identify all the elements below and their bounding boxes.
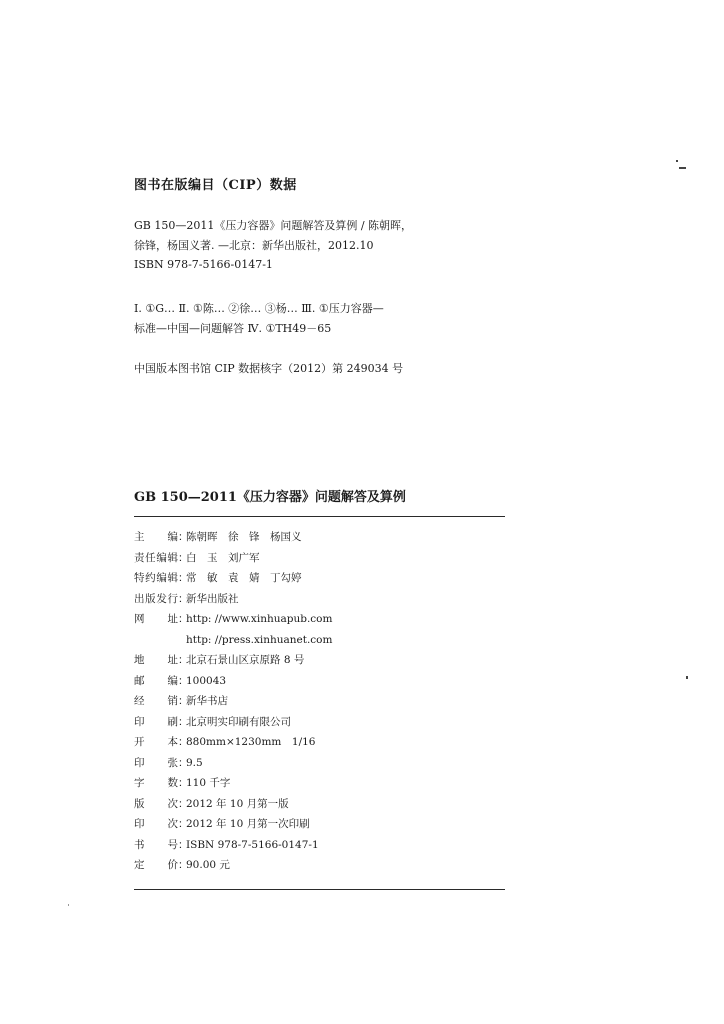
- top-divider: [134, 516, 505, 517]
- colophon-label: 经 销: [134, 695, 178, 707]
- colophon-value: 90.00 元: [186, 859, 230, 871]
- colophon-value: 北京石景山区京原路 8 号: [186, 654, 305, 666]
- cip-line-record-number: 中国版本图书馆 CIP 数据核字（2012）第 249034 号: [134, 362, 404, 375]
- cip-heading: 图书在版编目（CIP）数据: [134, 178, 297, 193]
- colophon-label: 特 约 编 辑: [134, 572, 178, 584]
- colophon-row: [134, 630, 505, 651]
- colophon-value: 880mm×1230mm 1/16: [186, 736, 316, 748]
- colophon-row: 版 次 ： 2012 年 10 月第一版: [134, 794, 505, 815]
- colophon-label: 印 次: [134, 818, 178, 830]
- colophon-label: 印 刷: [134, 715, 178, 728]
- colophon-row: 定 价 ： 90.00 元: [134, 855, 505, 876]
- colophon-value: 北京明实印刷有限公司: [186, 715, 291, 728]
- colophon-row: 开 本 ： 880mm×1230mm 1/16: [134, 732, 505, 753]
- colophon-row: 责 任 编 辑 ： 白 玉 刘广军: [134, 548, 505, 569]
- cip-line-title: GB 150—2011《压力容器》问题解答及算例 / 陈朝晖，: [134, 219, 413, 232]
- cip-line-publisher: 徐锋，杨国义著. —北京：新华出版社，2012.10: [134, 239, 374, 252]
- colophon-row: 经 销 ： 新华书店: [134, 691, 505, 712]
- colophon-row: 地 址 ： 北京石景山区京原路 8 号: [134, 650, 505, 671]
- colophon-label: 定 价: [134, 859, 178, 871]
- colophon-value: ISBN 978-7-5166-0147-1: [186, 838, 319, 851]
- book-title: GB 150—2011《压力容器》问题解答及算例: [134, 490, 406, 505]
- colophon-row: 特 约 编 辑 ： 常 敏 袁 婧 丁勾婷: [134, 568, 505, 589]
- colophon-value: 陈朝晖 徐 锋 杨国义: [186, 531, 302, 543]
- colophon-label: 主 编: [134, 531, 178, 543]
- cip-line-isbn: ISBN 978-7-5166-0147-1: [134, 258, 273, 271]
- colophon-row: 书 号 ： ISBN 978-7-5166-0147-1: [134, 835, 505, 856]
- colophon-value: 100043: [186, 674, 227, 687]
- colophon-row: 字 数 ： 110 千字: [134, 773, 505, 794]
- colophon-value: 2012 年 10 月第一次印刷: [186, 818, 310, 830]
- colophon-row: 印 张 ： 9.5: [134, 753, 505, 774]
- colophon-value: 新华出版社: [186, 592, 239, 605]
- colophon-row: 网 址 ： http: //www.xinhuapub.com: [134, 609, 505, 630]
- scan-speck: [68, 904, 69, 906]
- colophon-label: 字 数: [134, 777, 178, 789]
- colophon-row: 印 刷 ： 北京明实印刷有限公司: [134, 712, 505, 733]
- colophon-value: 110 千字: [186, 777, 231, 789]
- colophon-label: 印 张: [134, 756, 178, 769]
- colophon-value: 新华书店: [186, 695, 228, 707]
- colophon-value: 常 敏 袁 婧 丁勾婷: [186, 572, 302, 584]
- colophon-row: 出 版 发 行 ： 新华出版社: [134, 589, 505, 610]
- colophon-table: [134, 527, 505, 876]
- cip-line-classification-2: 标准—中国—问题解答 Ⅳ. ①TH49－65: [134, 322, 332, 335]
- colophon-label: 邮 编: [134, 674, 178, 687]
- scan-speck: [686, 676, 688, 679]
- colophon-label: 责 任 编 辑: [134, 551, 178, 564]
- colophon-label: 出 版 发 行: [134, 592, 178, 605]
- colophon-value: 白 玉 刘广军: [186, 551, 260, 564]
- colophon-label: 开 本: [134, 736, 178, 748]
- colophon-value: http: //press.xinhuanet.com: [186, 633, 333, 646]
- bottom-divider: [134, 889, 505, 890]
- colophon-label: 书 号: [134, 838, 178, 851]
- colophon-row: 印 次 ： 2012 年 10 月第一次印刷: [134, 814, 505, 835]
- colophon-label: 版 次: [134, 797, 178, 810]
- colophon-row: 邮 编 ： 100043: [134, 671, 505, 692]
- scan-speck: [676, 160, 678, 162]
- colophon-label: 网 址: [134, 613, 178, 625]
- scan-speck: [679, 167, 686, 169]
- colophon-value: http: //www.xinhuapub.com: [186, 613, 333, 625]
- colophon-value: 2012 年 10 月第一版: [186, 797, 289, 810]
- colophon-row: 主 编 ： 陈朝晖 徐 锋 杨国义: [134, 527, 505, 548]
- colophon-label: 地 址: [134, 654, 178, 666]
- colophon-value: 9.5: [186, 756, 203, 769]
- cip-line-classification-1: Ⅰ. ①G… Ⅱ. ①陈… ②徐… ③杨… Ⅲ. ①压力容器—: [134, 302, 384, 315]
